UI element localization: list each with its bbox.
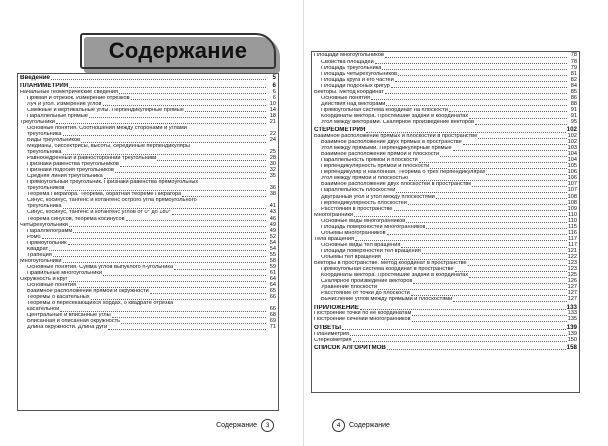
toc-entry-title: Синус, косинус, тангенс и котангенс острого угла прямоугольного	[27, 198, 197, 204]
toc-entry-title: Взаимное расположение двух прямых в пространстве	[321, 140, 462, 146]
toc-entry-title: СТЕРЕОМЕТРИЯ	[314, 127, 366, 134]
page-footer-left	[216, 419, 274, 432]
toc-entry-page: 59	[269, 263, 276, 270]
toc-entry-page: 46	[269, 215, 276, 222]
toc-entry-page: 122	[567, 254, 577, 260]
toc-entry-title: Перпендикулярность прямой и плоскости	[321, 164, 430, 170]
toc-entry-page: 58	[269, 257, 276, 264]
toc-entry-title: Основные понятия	[321, 95, 371, 101]
toc-entry-page: 54	[269, 245, 276, 252]
toc-entry-page: 123	[567, 260, 577, 267]
toc-entry-page: 24	[269, 136, 276, 143]
toc-entry-page: 91	[570, 106, 577, 113]
toc-leader-dots	[478, 138, 566, 139]
toc-leader-dots	[382, 259, 567, 260]
toc-leader-dots	[63, 262, 267, 263]
toc-leader-dots	[185, 111, 266, 112]
page-number: 4	[332, 419, 345, 432]
page-title	[80, 33, 276, 69]
toc-entry-title: Правильные многоугольники	[27, 270, 102, 276]
toc-leader-dots	[411, 295, 567, 296]
toc-entry-title: Площадь треугольника	[321, 65, 382, 71]
toc-entry-title: Взаимное расположение двух плоскостей в пространстве	[321, 182, 472, 188]
toc-leader-dots	[378, 289, 567, 290]
toc-entry-title: Основные виды многогранников	[321, 218, 406, 224]
toc-entry-page: 52	[269, 233, 276, 240]
toc-leader-dots	[131, 99, 266, 100]
toc-entry-title: Площади многоугольников	[314, 53, 384, 59]
toc-leader-dots	[387, 234, 567, 235]
toc-entry-title: Свойства площадей	[321, 59, 374, 65]
toc-entry-page: 49	[269, 227, 276, 234]
toc-entry-page: 102	[567, 133, 577, 140]
toc-leader-dots	[463, 144, 567, 145]
toc-entry-page: 35	[269, 173, 276, 180]
toc-leader-dots	[366, 132, 565, 133]
toc-leader-dots	[342, 329, 566, 330]
toc-entry-title: Площади подобных фигур	[321, 83, 390, 89]
toc-entry-title: Признаки подобия треугольников	[27, 168, 114, 174]
toc-entry-title: Средняя линия треугольника	[27, 174, 103, 180]
toc-leader-dots	[486, 174, 566, 175]
toc-entry-title: Прямоугольная система координат на плоскости	[321, 107, 448, 113]
toc-entry-page: 78	[570, 52, 577, 59]
toc-entry-title: Основные понятия. Соотношения между сторонами и углами	[27, 125, 187, 131]
toc-entry-title: Прямоугольный треугольник. Признаки равенства прямоугольных	[27, 180, 199, 186]
toc-leader-dots	[371, 99, 567, 100]
footer-label: Содержание	[349, 422, 390, 429]
toc-entry-page: 36	[269, 185, 276, 192]
toc-entry-page: 6	[272, 94, 276, 101]
toc-entry-title: треугольника	[27, 204, 62, 210]
page-number: 3	[261, 419, 274, 432]
toc-entry-title: Медианы, биссектрисы, высоты, серединные перпендикуляры	[27, 143, 190, 149]
toc-entry-page: 95	[570, 118, 577, 125]
toc-entry-title: Площадь поверхностей многогранников	[321, 224, 426, 230]
toc-leader-dots	[453, 301, 566, 302]
toc-entry-page: 65	[269, 288, 276, 295]
toc-entry-page: 55	[269, 251, 276, 258]
toc-leader-dots	[469, 118, 567, 119]
toc-leader-dots	[65, 190, 266, 191]
toc-entry-title: ПЛАНИМЕТРИЯ	[20, 82, 69, 89]
toc-entry-title: треугольника	[27, 131, 62, 137]
toc-entry-page: 66	[269, 306, 276, 313]
toc-leader-dots	[51, 79, 266, 80]
page-title-text: Содержание	[108, 38, 248, 63]
toc-entry-title: Синус, косинус, тангенс и котангенс углов от 0° до 180°	[27, 210, 171, 216]
toc-entry-page: 127	[567, 296, 577, 303]
toc-entry-page: 28	[269, 155, 276, 162]
toc-entry-title: Построение точки по её координатам	[314, 311, 412, 317]
toc-leader-dots	[69, 87, 266, 88]
toc-leader-dots	[81, 142, 266, 143]
toc-entry-title: треугольника	[27, 150, 62, 156]
toc-entry-page: 43	[269, 209, 276, 216]
toc-entry-title: Виды треугольников	[27, 137, 81, 143]
toc-leader-dots	[69, 226, 266, 227]
toc-leader-dots	[375, 63, 567, 64]
toc-entry-page: 5	[272, 73, 276, 81]
toc-entry-title: Квадрат	[27, 246, 49, 252]
toc-entry-page: 30	[269, 161, 276, 168]
toc-entry-page: 133	[567, 310, 577, 317]
toc-entry-page: 41	[269, 203, 276, 210]
toc-entry-page: 25	[269, 149, 276, 156]
toc-leader-dots	[174, 269, 266, 270]
toc-entry-page: 117	[568, 241, 577, 248]
toc-leader-dots	[382, 69, 567, 70]
toc-entry-title: Расстояние от точки до плоскости	[321, 291, 410, 297]
toc-entry-title: касательной	[27, 307, 60, 313]
toc-leader-dots	[391, 87, 567, 88]
toc-entry-page: 108	[567, 193, 577, 200]
toc-entry-title: Параллелограмм	[27, 228, 73, 234]
toc-leader-dots	[398, 75, 567, 76]
toc-leader-dots	[103, 105, 266, 106]
toc-entry-page: 106	[567, 169, 577, 176]
toc-leader-dots	[412, 321, 567, 322]
toc-entry-title: Вычисление углов между прямыми и плоскостями	[321, 297, 453, 303]
toc-entry-page: 123	[567, 266, 577, 273]
toc-leader-dots	[49, 250, 266, 251]
toc-leader-dots	[453, 150, 567, 151]
toc-leader-dots	[63, 208, 267, 209]
toc-entry-page: 108	[567, 199, 577, 206]
toc-leader-dots	[68, 244, 266, 245]
toc-entry-page: 61	[269, 269, 276, 276]
toc-leader-dots	[126, 220, 266, 221]
toc-leader-dots	[396, 192, 566, 193]
toc-entry-page: 18	[269, 112, 276, 119]
toc-entry-title: Координаты вектора. Простейшие задачи в координатах	[321, 113, 469, 119]
toc-entry-page: 116	[568, 229, 577, 236]
toc-entry-title: ОТВЕТЫ	[314, 324, 342, 331]
toc-entry-page: 64	[269, 276, 276, 282]
toc-entry-page: 38	[269, 191, 276, 198]
toc-leader-dots	[353, 341, 567, 342]
toc-entry-title: Многогранники	[314, 212, 354, 218]
toc-entry-title: Центральные и вписанные углы	[27, 313, 111, 319]
toc-leader-dots	[108, 329, 266, 330]
toc-entry-page: 107	[567, 181, 577, 188]
toc-entry-page: 86	[570, 94, 577, 101]
toc-leader-dots	[172, 214, 266, 215]
toc-entry-page: 85	[570, 88, 577, 95]
toc-entry-page: 102	[567, 139, 577, 146]
toc-leader-dots	[350, 335, 566, 336]
toc-leader-dots	[354, 216, 567, 217]
toc-entry-page: 6	[272, 88, 276, 95]
toc-entry-page: 91	[570, 112, 577, 119]
toc-entry-page: 127	[567, 284, 577, 291]
toc-entry-page: 105	[567, 163, 577, 170]
toc-entry-title: Перпендикулярность плоскостей	[321, 200, 407, 206]
toc-leader-dots	[385, 57, 567, 58]
toc-entry-page: 109	[567, 205, 577, 212]
toc-entry-title: Многоугольники	[20, 258, 62, 264]
toc-leader-dots	[387, 349, 566, 350]
toc-entry-title: Введение	[20, 74, 50, 81]
toc-entry-page: 125	[567, 272, 577, 279]
toc-entry-title: Трапеция	[27, 252, 52, 258]
toc-leader-dots	[360, 309, 566, 310]
toc-entry-page: 110	[568, 217, 577, 224]
toc-entry-title: Уравнение плоскости	[321, 285, 377, 291]
toc-entry-title: Теоремы о касательных	[27, 295, 90, 301]
footer-label: Содержание	[216, 422, 257, 429]
toc-entry-page: 110	[568, 211, 577, 218]
toc-entry-title: Длина окружности. Длина дуги	[27, 325, 108, 331]
toc-leader-dots	[426, 228, 567, 229]
toc-entry-title: Окружность и круг	[20, 277, 68, 282]
toc-entry-page: 49	[269, 221, 276, 228]
toc-entry-page: 54	[269, 239, 276, 246]
toc-entry-page: 107	[567, 187, 577, 194]
toc-entry-title: Прямая и отрезок. Измерение отрезков	[27, 95, 130, 101]
toc-leader-dots	[89, 117, 266, 118]
toc-leader-dots	[430, 168, 566, 169]
toc-entry-title: Площади поверхностей тел вращения	[321, 248, 421, 254]
toc-leader-dots	[42, 238, 266, 239]
toc-leader-dots	[104, 178, 266, 179]
toc-leader-dots	[409, 180, 567, 181]
toc-entry-title: Параллельные прямые	[27, 113, 88, 119]
toc-entry-page: 150	[567, 336, 577, 343]
toc-entry-title: Параллельность плоскостей	[321, 188, 396, 194]
toc-entry-page: 104	[567, 157, 577, 164]
toc-leader-dots	[436, 198, 567, 199]
toc-entry-page: 115	[568, 223, 577, 230]
toc-entry-title: Взаимное расположение прямых и плоскостей в пространстве	[314, 134, 478, 140]
toc-entry-title: Площадь четырёхугольников	[321, 71, 398, 77]
toc-leader-dots	[73, 232, 266, 233]
toc-leader-dots	[440, 156, 566, 157]
toc-entry-page: 102	[566, 126, 577, 134]
toc-entry-title: Площадь круга и его частей	[321, 77, 394, 83]
toc-entry-page: 106	[567, 175, 577, 182]
toc-entry-title: Планиметрия	[314, 331, 350, 337]
toc-leader-dots	[120, 166, 266, 167]
toc-entry-title: Скалярное произведение векторов	[321, 279, 413, 285]
toc-leader-dots	[182, 196, 266, 197]
toc-entry-page: 10	[269, 100, 276, 107]
toc-leader-dots	[449, 111, 567, 112]
toc-leader-dots	[63, 135, 267, 136]
toc-leader-dots	[394, 210, 567, 211]
toc-entry-page: 81	[570, 70, 577, 77]
toc-entry-page: 127	[567, 290, 577, 297]
toc-entry-page: 82	[570, 76, 577, 83]
toc-entry-title: Теоремы о пересекающихся хордах, о квадрате отрезка	[27, 301, 174, 307]
toc-entry-page: 84	[570, 82, 577, 89]
toc-entry-title: Векторы. Метод координат	[314, 89, 384, 95]
toc-entry-title: Угол между прямой и плоскостью	[321, 176, 409, 182]
toc-entry-page: 66	[269, 294, 276, 301]
toc-entry-page: 158	[566, 344, 577, 352]
toc-entry-title: Теорема Пифагора. Теорема, обратная теореме Пифагора	[27, 192, 182, 198]
toc-entry-title: Луч и угол. Измерение углов	[27, 101, 102, 107]
toc-leader-dots	[56, 123, 266, 124]
toc-entry-page: 121	[567, 247, 577, 254]
toc-entry-title: Равнобедренный и равносторонний треугольники	[27, 156, 157, 162]
toc-leader-dots	[150, 293, 266, 294]
toc-entry-title: Ромб	[27, 234, 41, 240]
toc-leader-dots	[406, 222, 567, 223]
toc-leader-dots	[412, 315, 566, 316]
toc-entry-title: Угол между прямыми. Перпендикулярные прямые	[321, 146, 452, 152]
toc-leader-dots	[472, 186, 566, 187]
toc-leader-dots	[91, 299, 266, 300]
toc-entry-title: Параллельность прямой и плоскости	[321, 158, 418, 164]
toc-entry-title: Основные виды тел вращения	[321, 242, 401, 248]
toc-entry-page: 32	[269, 167, 276, 174]
toc-entry-title: Стереометрия	[314, 337, 352, 343]
toc-entry-title: Действия над векторами	[321, 101, 386, 107]
toc-leader-dots	[121, 323, 266, 324]
toc-entry-page: 79	[570, 64, 577, 71]
toc-leader-dots	[469, 277, 566, 278]
toc-entry-page: 6	[272, 81, 276, 89]
toc-entry-title: СПИСОК АЛГОРИТМОВ	[314, 345, 386, 352]
toc-entry-page: 126	[567, 278, 577, 285]
toc-leader-dots	[419, 162, 567, 163]
toc-entry-title: Основные понятия. Сумма углов выпуклого n-угольника	[27, 264, 174, 270]
toc-entry-page: 14	[269, 106, 276, 113]
toc-entry-page: 139	[567, 330, 577, 337]
toc-entry-title: Вписанная и описанная окружность	[27, 319, 121, 325]
toc-entry-title: Тела вращения	[314, 236, 355, 242]
toc-entry-title: Начальные геометрические сведения	[20, 89, 119, 95]
toc-leader-dots	[119, 93, 266, 94]
toc-entry-title: Построение сечений многогранников	[314, 317, 411, 323]
toc-entry-page: 69	[269, 318, 276, 325]
toc-entry-title: Треугольники	[20, 119, 55, 125]
toc-entry[interactable]	[20, 325, 276, 331]
toc-leader-dots	[115, 172, 266, 173]
toc-leader-dots	[63, 154, 267, 155]
toc-entry-page: 88	[570, 100, 577, 107]
toc-entry-page: 68	[269, 312, 276, 319]
toc-entry-title: Четырёхугольники	[20, 222, 68, 228]
toc-leader-dots	[355, 240, 567, 241]
toc-entry-title: Объёмы тел вращения	[321, 255, 381, 260]
toc-entry-title: Взаимное расположение прямой и плоскости	[321, 152, 440, 158]
toc-leader-dots	[422, 253, 567, 254]
toc-entry-page: 104	[567, 151, 577, 158]
toc-list-left	[20, 75, 276, 331]
toc-leader-dots	[157, 160, 266, 161]
toc-entry-title: Расстояния в пространстве	[321, 206, 393, 212]
toc-list-right	[314, 53, 577, 351]
toc-leader-dots	[103, 275, 266, 276]
toc-leader-dots	[475, 124, 567, 125]
toc-entry-title: Прямоугольник	[27, 240, 67, 246]
toc-leader-dots	[455, 271, 567, 272]
toc-leader-dots	[385, 93, 567, 94]
toc-leader-dots	[69, 281, 267, 282]
toc-leader-dots	[395, 81, 567, 82]
toc-leader-dots	[112, 317, 266, 318]
toc-leader-dots	[386, 105, 567, 106]
page-footer-right	[332, 419, 390, 432]
toc-entry-title: Двугранный угол и угол между плоскостями	[321, 194, 435, 200]
toc-entry-title: ПРИЛОЖЕНИЕ	[314, 304, 359, 311]
toc-entry-page: 139	[566, 323, 577, 331]
toc-entry-title: Основные понятия	[27, 283, 77, 289]
toc-entry-title: Прямоугольная система координат в пространстве	[321, 267, 454, 273]
toc-entry-title: треугольников	[27, 186, 65, 192]
toc-entry-page: 133	[566, 303, 577, 311]
toc-entry-title: Теорема синусов, теорема косинусов	[27, 216, 125, 222]
toc-entry-title: Объёмы многогранников	[321, 230, 386, 236]
toc-entry-title: Признаки равенства треугольников	[27, 162, 119, 168]
toc-entry-page: 78	[570, 58, 577, 65]
toc-entry-page: 135	[567, 316, 577, 323]
toc-entry-title: Взаимное расположение прямой и окружности	[27, 289, 149, 295]
right-page	[304, 0, 608, 446]
toc-leader-dots	[53, 256, 266, 257]
toc-entry-page: 64	[269, 282, 276, 289]
toc-leader-dots	[468, 265, 567, 266]
toc-leader-dots	[60, 311, 266, 312]
toc-entry-page: 103	[567, 145, 577, 152]
toc-leader-dots	[408, 204, 567, 205]
toc-entry-title: Перпендикуляр и наклонная. Теорема о трёх перпендикулярах	[321, 170, 486, 176]
toc-entry-page: 22	[269, 130, 276, 137]
toc-leader-dots	[413, 283, 566, 284]
toc-leader-dots	[77, 287, 266, 288]
toc-entry-page: 21	[269, 118, 276, 125]
toc-entry-title: Угол между векторами. Скалярное произведение векторов	[321, 119, 475, 125]
toc-entry-title: Векторы в пространстве. Метод координат в пространстве	[314, 261, 467, 267]
toc-section-heading[interactable]	[314, 345, 577, 351]
toc-leader-dots	[401, 247, 567, 248]
toc-entry-title: Смежные и вертикальные углы. Перпендикулярные прямые	[27, 107, 184, 113]
toc-entry-page: 117	[568, 235, 577, 242]
toc-entry-page: 71	[269, 324, 276, 331]
toc-entry-title: Координаты вектора. Простейшие задачи в координатах	[321, 273, 469, 279]
